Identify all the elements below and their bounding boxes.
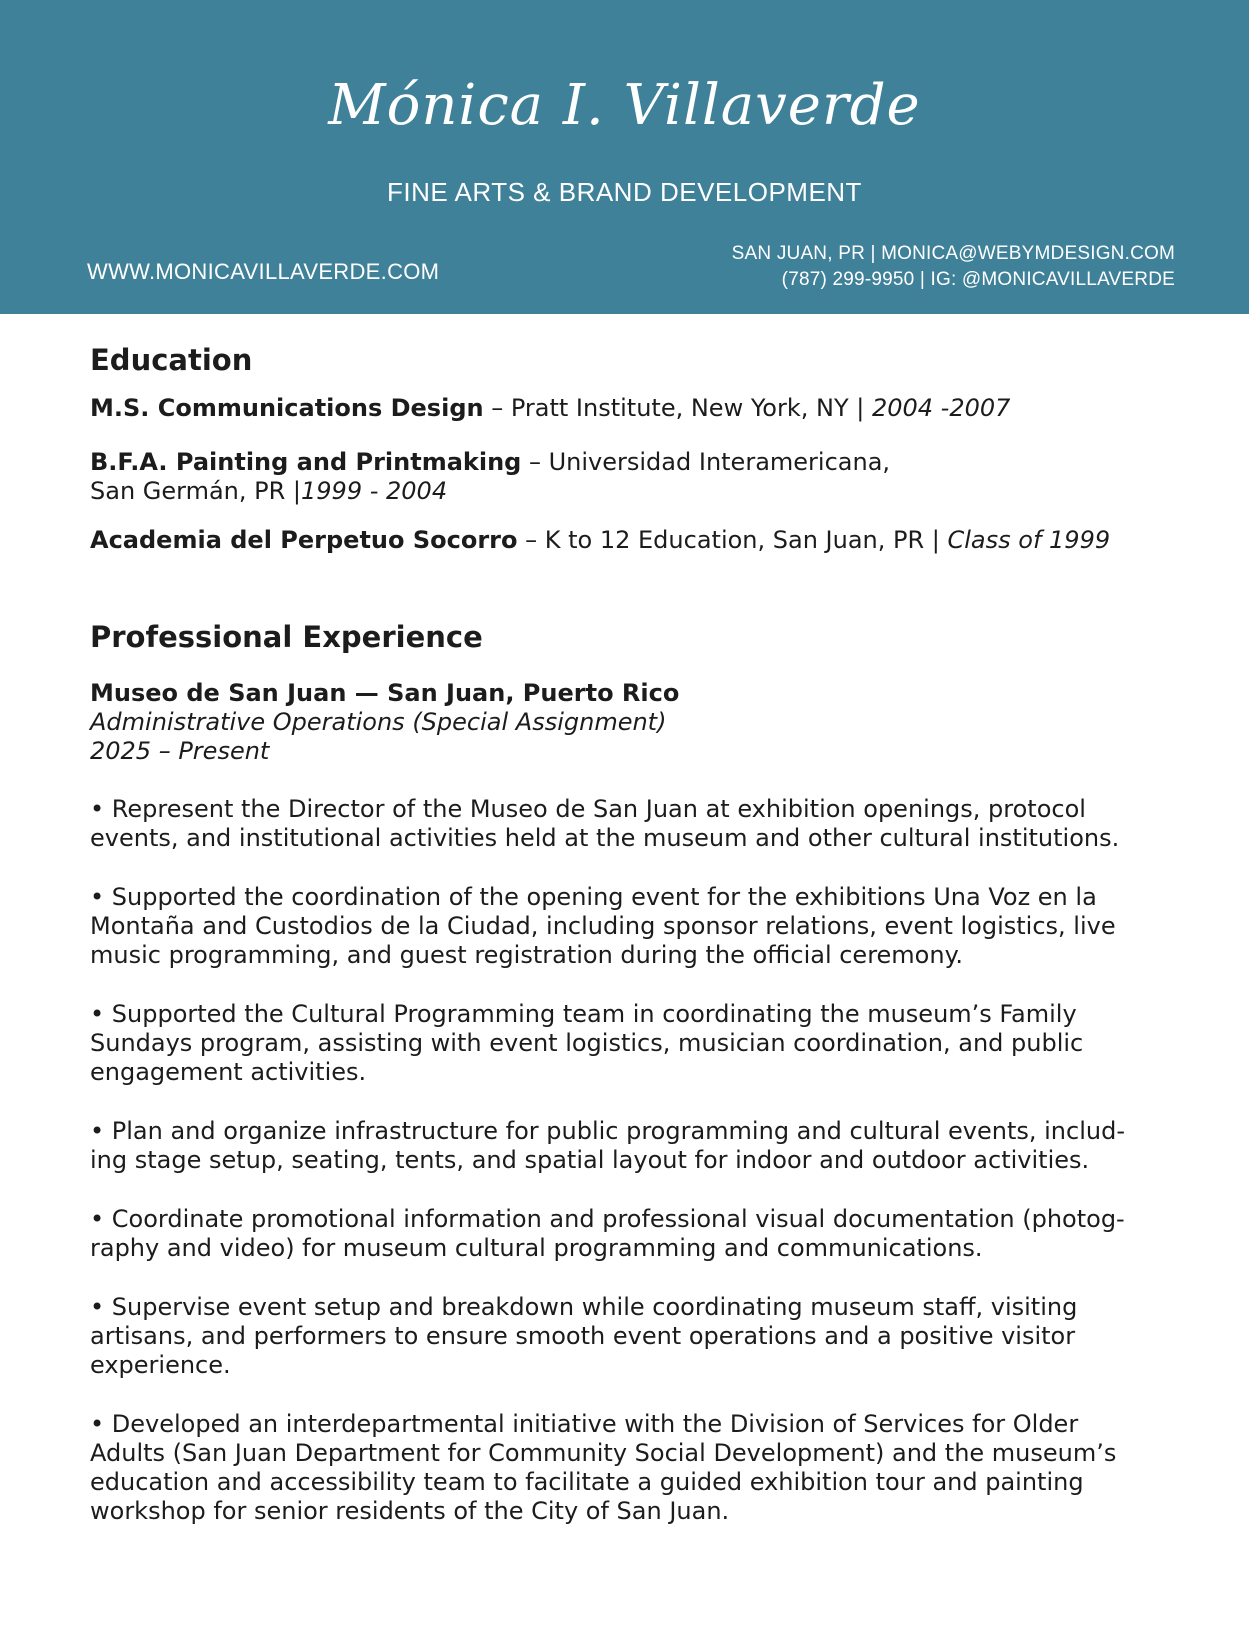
education-details: – Universidad Interamericana, — [521, 448, 891, 476]
education-item — [90, 448, 1170, 506]
bullet-line: events, and institutional activities held at the museum and other cultural institutions. — [90, 824, 1120, 852]
tagline: FINE ARTS & BRAND DEVELOPMENT — [387, 177, 862, 207]
bullet-line: Sundays program, assisting with event logistics, musician coordination, and public — [90, 1029, 1084, 1057]
bullet-line: • Represent the Director of the Museo de San Juan at exhibition openings, protocol — [90, 795, 1086, 823]
degree: Academia del Perpetuo Socorro — [90, 526, 518, 554]
bullet-line: • Coordinate promotional information and professional visual documentation (photog- — [90, 1205, 1125, 1233]
education-item — [90, 394, 1170, 423]
bullet-line: • Developed an interdepartmental initiative with the Division of Services for Older — [90, 1410, 1079, 1438]
bullet-item — [90, 795, 1170, 853]
bullet-item — [90, 1410, 1170, 1526]
bullet-item — [90, 883, 1170, 970]
education-dates: Class of 1999 — [947, 526, 1111, 554]
contact-info — [732, 241, 1175, 293]
bullet-item — [90, 1000, 1170, 1087]
degree: B.F.A. Painting and Printmaking — [90, 448, 522, 476]
bullet-line: artisans, and performers to ensure smooth event operations and a positive visitor — [90, 1322, 1076, 1350]
bullet-line: workshop for senior residents of the City of San Juan. — [90, 1497, 730, 1525]
name-logo: Mónica I. Villaverde — [328, 73, 921, 138]
resume-header — [0, 0, 1249, 314]
bullet-line: • Plan and organize infrastructure for public programming and cultural events, includ- — [90, 1117, 1125, 1145]
contact-location-email[interactable]: SAN JUAN, PR | MONICA@WEBYMDESIGN.COM — [731, 243, 1175, 264]
employer: Museo de San Juan — San Juan, Puerto Rico — [90, 679, 680, 707]
education-details: – K to 12 Education, San Juan, PR | — [517, 526, 948, 554]
education-item — [90, 526, 1170, 555]
job-role: Administrative Operations (Special Assignment) — [90, 708, 667, 736]
job-bullets — [90, 795, 1170, 1526]
bullet-line: education and accessibility team to facilitate a guided exhibition tour and painting — [90, 1468, 1084, 1496]
website-link[interactable]: WWW.MONICAVILLAVERDE.COM — [87, 259, 440, 284]
bullet-line: ing stage setup, seating, tents, and spatial layout for indoor and outdoor activities. — [90, 1146, 1090, 1174]
job-period: 2025 – Present — [90, 737, 270, 765]
bullet-line: music programming, and guest registration during the official ceremony. — [90, 941, 963, 969]
bullet-line: • Supported the coordination of the opening event for the exhibitions Una Voz en la — [90, 883, 1097, 911]
bullet-line: experience. — [90, 1351, 231, 1379]
bullet-item — [90, 1205, 1170, 1263]
contact-phone-instagram[interactable]: (787) 299-9950 | IG: @MONICAVILLAVERDE — [781, 269, 1175, 290]
bullet-line: • Supervise event setup and breakdown while coordinating museum staff, visiting — [90, 1293, 1078, 1321]
education-details-continued: San Germán, PR | — [90, 477, 302, 505]
bullet-line: Adults (San Juan Department for Community Social Development) and the museum’s — [90, 1439, 1117, 1467]
bullet-line: • Supported the Cultural Programming team in coordinating the museum’s Family — [90, 1000, 1077, 1028]
education-details: – Pratt Institute, New York, NY | — [483, 394, 872, 422]
education-dates: 2004 -2007 — [871, 394, 1011, 422]
job-entry — [90, 679, 1170, 1526]
resume-body — [90, 338, 1170, 1526]
education-dates: 1999 - 2004 — [301, 477, 448, 505]
experience-heading: Professional Experience — [90, 620, 483, 654]
bullet-line: engagement activities. — [90, 1058, 367, 1086]
bullet-line: Montaña and Custodios de la Ciudad, including sponsor relations, event logistics, live — [90, 912, 1116, 940]
degree: M.S. Communications Design — [90, 394, 484, 422]
bullet-line: raphy and video) for museum cultural programming and communications. — [90, 1234, 983, 1262]
bullet-item — [90, 1117, 1170, 1175]
education-heading: Education — [90, 343, 253, 377]
bullet-item — [90, 1293, 1170, 1380]
